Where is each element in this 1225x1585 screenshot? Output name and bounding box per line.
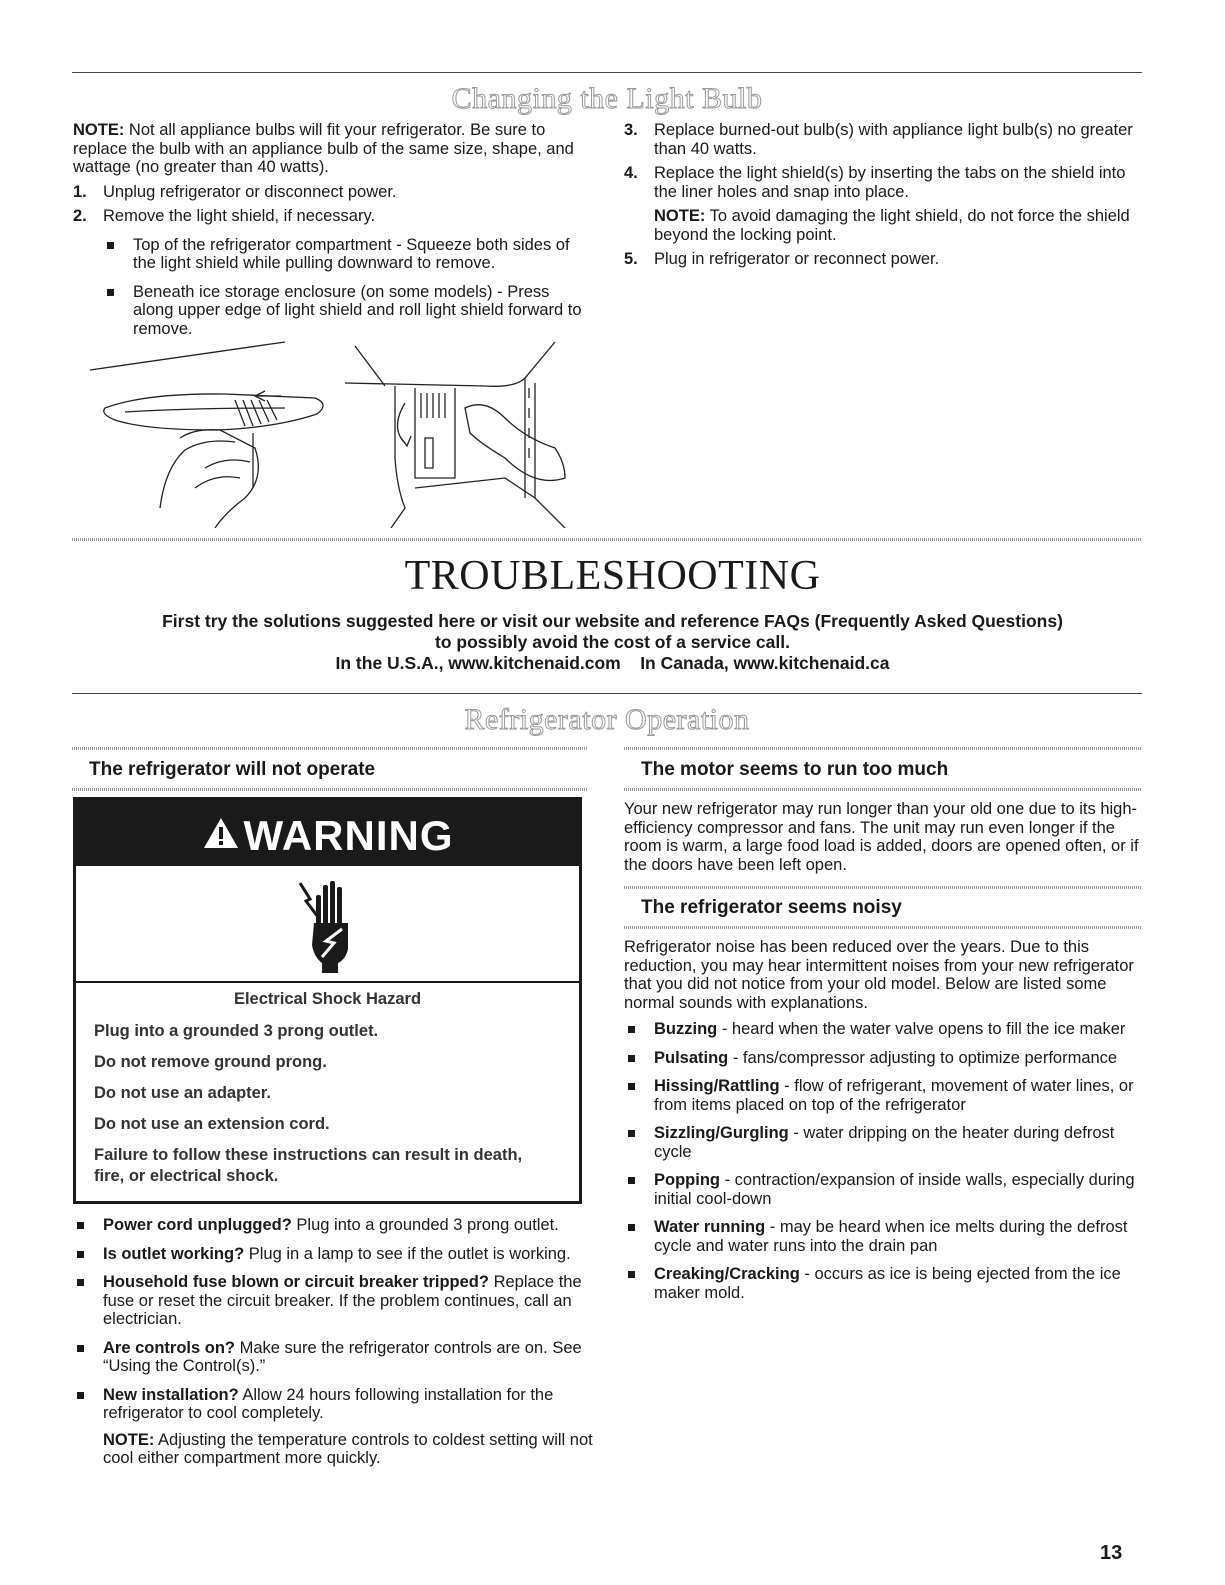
step-text: Replace the light shield(s) by inserting the tabs on the shield into the liner holes and snap into place.	[654, 164, 1126, 201]
intro-line-3: In the U.S.A., www.kitchenaid.com In Canada, www.kitchenaid.ca	[335, 653, 890, 673]
troubleshooting-intro	[0, 611, 1225, 674]
item-text: Replace the fuse or reset the circuit breaker. If the problem continues, call an electrician.	[103, 1273, 582, 1328]
item-text: Allow 24 hours following installation for the refrigerator to cool completely.	[103, 1385, 554, 1422]
warning-box	[73, 797, 582, 1204]
item-label: New installation?	[103, 1385, 239, 1404]
warning-divider	[76, 981, 579, 983]
bulb-right-column	[624, 121, 1139, 275]
bulb-step-5	[624, 250, 1139, 269]
item-label: Buzzing	[654, 1020, 718, 1038]
item-text: - heard when the water valve opens to fill the ice maker	[717, 1020, 1126, 1038]
intro-line-1: First try the solutions suggested here or visit our website and reference FAQs (Frequently Asked Questions)	[162, 611, 1063, 631]
item-label: Are controls on?	[103, 1338, 236, 1357]
note-text: Adjusting the temperature controls to coldest setting will not cool either compartment more quickly.	[103, 1430, 593, 1467]
item-label: Is outlet working?	[103, 1244, 245, 1263]
bulb-step-4-note	[654, 207, 1139, 244]
step-number: 4.	[624, 164, 638, 182]
bulb-step-1	[73, 183, 593, 202]
warning-line: Do not use an adapter.	[94, 1084, 271, 1102]
item-label: Power cord unplugged?	[103, 1216, 292, 1234]
item-text: Plug in a lamp to see if the outlet is working.	[244, 1244, 571, 1263]
item-text: Make sure the refrigerator controls are on. See “Using the Control(s).”	[103, 1338, 582, 1375]
not-operate-list	[73, 1216, 593, 1478]
top-rule	[72, 72, 1142, 73]
bulb-section-title: Changing the Light Bulb	[451, 82, 763, 115]
warning-line: Plug into a grounded 3 prong outlet.	[94, 1022, 379, 1040]
list-item	[73, 1339, 593, 1376]
item-text: - occurs as ice is being ejected from the ice maker mold.	[654, 1265, 1121, 1302]
list-item	[624, 1124, 1139, 1161]
operation-rule	[72, 693, 1142, 694]
electric-shock-hand-icon	[298, 877, 358, 982]
noisy-heading: The refrigerator seems noisy	[641, 897, 902, 918]
step-number: 1.	[73, 182, 87, 201]
hatch-rule	[624, 788, 1142, 791]
item-text: - water dripping on the heater during defrost cycle	[654, 1124, 1115, 1161]
item-text: Plug into a grounded 3 prong outlet.	[291, 1216, 559, 1234]
bulb-step-2	[73, 207, 593, 338]
step-text: Remove the light shield, if necessary.	[103, 207, 376, 225]
note-label: NOTE:	[103, 1430, 155, 1449]
warning-triangle-icon	[202, 803, 240, 869]
step-text: Unplug refrigerator or disconnect power.	[103, 182, 397, 201]
noisy-text: Refrigerator noise has been reduced over the years. Due to this reduction, you may hear intermittent noises from your new refrigerator that you did not notice from your old model. Below are listed some normal sounds with explanations.	[624, 938, 1134, 1012]
bulb-left-column	[73, 121, 593, 348]
list-item	[73, 1386, 593, 1468]
bulb-step-2-bullet: Top of the refrigerator compartment - Squeeze both sides of the light shield while pulling downward to remove.	[103, 236, 593, 273]
item-text: - may be heard when ice melts during the defrost cycle and water runs into the drain pan	[654, 1218, 1128, 1255]
hatch-rule	[72, 788, 587, 791]
warning-hazard: Electrical Shock Hazard	[233, 990, 422, 1008]
list-item	[73, 1216, 593, 1235]
bulb-note	[73, 121, 593, 177]
list-item	[624, 1049, 1139, 1068]
item-label: Creaking/Cracking	[654, 1265, 800, 1283]
list-item	[624, 1171, 1139, 1208]
warning-line: Do not remove ground prong.	[94, 1053, 327, 1071]
bulb-note-label: NOTE:	[73, 121, 125, 139]
motor-text: Your new refrigerator may run longer than your old one due to its high-efficiency compressor and fans. The unit may run even longer if the room is warm, a large food load is added, doors are opened often, or if the doors have been left open.	[624, 800, 1139, 874]
bulb-step-3	[624, 121, 1139, 158]
note-text: To avoid damaging the light shield, do not force the shield beyond the locking point.	[654, 207, 1130, 244]
page-number: 13	[1100, 1542, 1123, 1564]
warning-line: Do not use an extension cord.	[94, 1115, 330, 1133]
noisy-section	[624, 938, 1139, 1312]
list-item	[73, 1273, 593, 1329]
hatch-rule	[624, 886, 1142, 889]
step-number: 3.	[624, 121, 638, 139]
light-shield-illustration	[85, 338, 575, 528]
motor-heading: The motor seems to run too much	[641, 759, 949, 780]
intro-line-2: to possibly avoid the cost of a service call.	[435, 632, 790, 652]
operation-section-title: Refrigerator Operation	[464, 703, 750, 736]
item-text: - contraction/expansion of inside walls, especially during initial cool-down	[654, 1171, 1135, 1208]
step-text: Replace burned-out bulb(s) with appliance light bulb(s) no greater than 40 watts.	[654, 121, 1133, 158]
note-label: NOTE:	[654, 207, 706, 225]
list-item	[624, 1265, 1139, 1302]
hatch-rule	[624, 926, 1142, 929]
bulb-step-4	[624, 164, 1139, 244]
item-text: - fans/compressor adjusting to optimize performance	[728, 1048, 1118, 1067]
item-text: - flow of refrigerant, movement of water lines, or from items placed on top of the refrigerator	[654, 1077, 1134, 1114]
hatch-rule	[72, 747, 587, 750]
step-number: 2.	[73, 207, 87, 225]
bulb-step-2-bullet: Beneath ice storage enclosure (on some models) - Press along upper edge of light shield and roll light shield forward to remove.	[103, 283, 593, 339]
item-label: Hissing/Rattling	[654, 1077, 780, 1095]
list-item	[624, 1077, 1139, 1114]
not-operate-heading: The refrigerator will not operate	[89, 759, 376, 780]
item-label: Sizzling/Gurgling	[654, 1124, 789, 1142]
warning-line: fire, or electrical shock.	[94, 1167, 279, 1185]
item-label: Household fuse blown or circuit breaker tripped?	[103, 1273, 489, 1291]
step-number: 5.	[624, 250, 638, 268]
step-text: Plug in refrigerator or reconnect power.	[654, 250, 940, 268]
troubleshooting-divider	[72, 538, 1142, 541]
list-item	[624, 1218, 1139, 1255]
item-label: Water running	[654, 1218, 766, 1236]
item-label: Pulsating	[654, 1048, 729, 1067]
list-item	[73, 1245, 593, 1264]
hatch-rule	[624, 747, 1142, 750]
not-operate-note	[103, 1431, 593, 1468]
list-item	[624, 1020, 1139, 1039]
warning-band	[76, 800, 579, 866]
item-label: Popping	[654, 1171, 720, 1189]
troubleshooting-title: TROUBLESHOOTING	[404, 553, 821, 599]
warning-label: WARNING	[243, 811, 454, 859]
warning-line: Failure to follow these instructions can result in death,	[94, 1146, 523, 1164]
bulb-note-text: Not all appliance bulbs will fit your refrigerator. Be sure to replace the bulb with an appliance bulb of the same size, shape, and wattage (no greater than 40 watts).	[73, 121, 574, 176]
